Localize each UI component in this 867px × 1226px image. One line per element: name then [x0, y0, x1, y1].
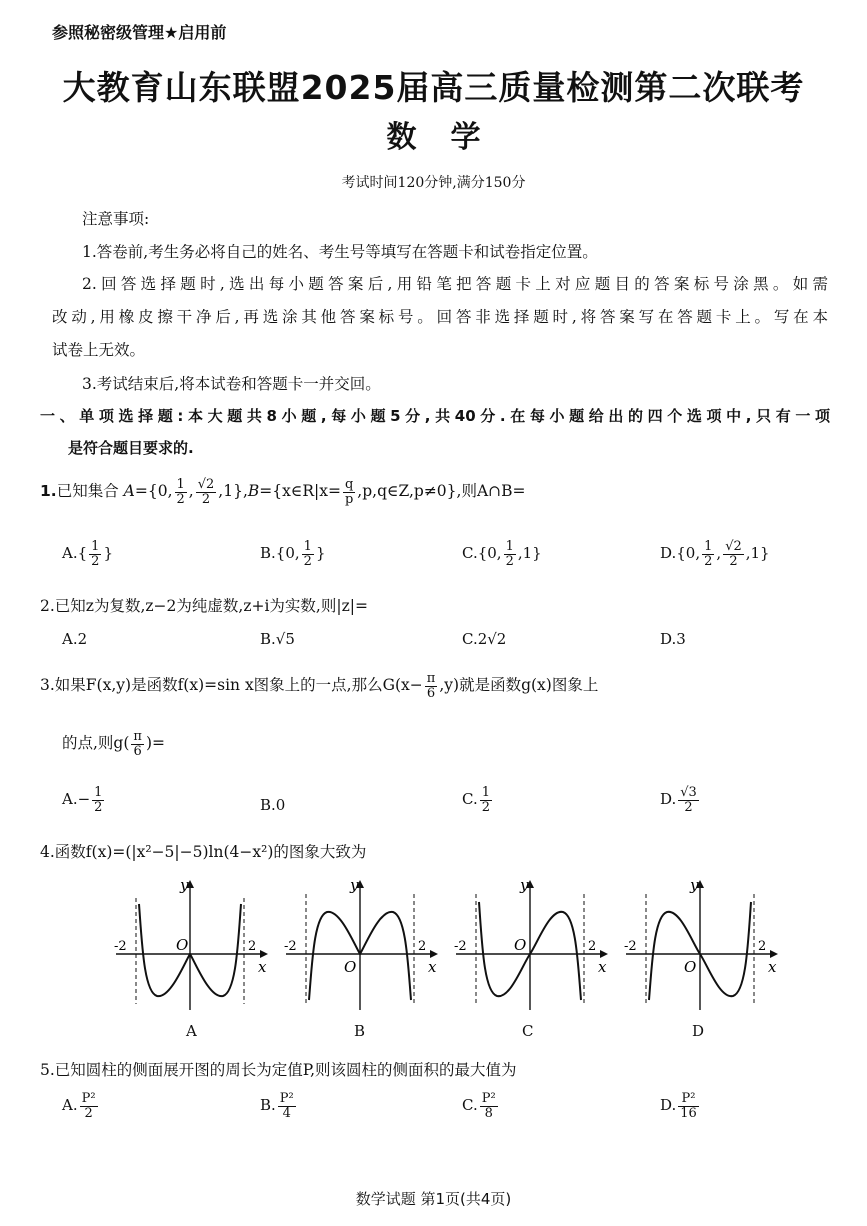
tick-pos-2: 2	[418, 939, 427, 954]
tick-neg-2: -2	[624, 939, 637, 954]
tick-pos-2: 2	[248, 939, 257, 954]
question-2: 2.已知z为复数,z−2为纯虚数,z+i为实数,则|z|=	[40, 597, 368, 615]
graph-label-c: C	[522, 1022, 534, 1040]
x-axis-label: x	[768, 958, 777, 976]
graph-c	[452, 874, 612, 1014]
x-axis-label: x	[258, 958, 267, 976]
q1-option-c: C.{0, $\frac{1}{2}$ ,1}	[462, 539, 542, 569]
q5-option-b: B. $\frac{\text{P²}}{4}$	[260, 1091, 294, 1121]
graph-label-b: B	[354, 1022, 366, 1040]
graph-label-a: A	[186, 1022, 197, 1040]
note-3: 3.考试结束后,将本试卷和答题卡一并交回。	[82, 375, 381, 393]
origin-label: O	[176, 936, 189, 954]
x-axis-label: x	[428, 958, 437, 976]
question-1: 1.已知集合 A={0, $\frac{1}{2}$ , $\frac{√2}{2}$ ,1},B={x∈R|x= $\frac{q}{p}$ ,p,q∈Z,p≠0},则A∩B=	[40, 477, 526, 507]
q2-option-a: A.2	[62, 630, 88, 648]
graph-b	[282, 874, 442, 1014]
origin-label: O	[344, 958, 357, 976]
question-3-line-2: 的点,则g( $\frac{\pi}{6}$ )=	[62, 729, 166, 759]
y-axis-label: y	[520, 876, 529, 894]
q5-option-a: A. $\frac{\text{P²}}{2}$	[62, 1091, 96, 1121]
note-2-line-3: 试卷上无效。	[52, 341, 146, 359]
question-4: 4.函数f(x)=(|x²−5|−5)ln(4−x²)的图象大致为	[40, 843, 367, 861]
tick-neg-2: -2	[454, 939, 467, 954]
section-1-line-2: 是符合题目要求的.	[68, 439, 194, 457]
q1-option-d: D.{0, $\frac{1}{2}$ , $\frac{√2}{2}$ ,1}	[660, 539, 770, 569]
q5-option-c: C. $\frac{\text{P²}}{8}$	[462, 1091, 496, 1121]
page-footer: 数学试题 第1页(共4页)	[355, 1190, 512, 1208]
tick-neg-2: -2	[114, 939, 127, 954]
note-1: 1.答卷前,考生务必将自己的姓名、考生号等填写在答题卡和试卷指定位置。	[82, 243, 598, 261]
q3-option-a: A.− $\frac{1}{2}$	[62, 785, 103, 815]
section-1-line-1: 一、单项选择题:本大题共8小题,每小题5分,共40分.在每小题给出的四个选项中,只有一项	[40, 407, 830, 425]
subject-title: 数学	[386, 120, 515, 155]
graph-label-d: D	[692, 1022, 705, 1040]
q2-option-b: B.√5	[260, 630, 295, 648]
fraction: $\frac{√2}{2}$	[197, 477, 215, 507]
y-axis-label: y	[180, 876, 189, 894]
q1-option-a: A.{ $\frac{1}{2}$ }	[62, 539, 113, 569]
tick-neg-2: -2	[284, 939, 297, 954]
x-axis-label: x	[598, 958, 607, 976]
fraction: $\frac{q}{p}$	[344, 477, 354, 507]
q3-option-d: D. $\frac{√3}{2}$	[660, 785, 697, 815]
tick-pos-2: 2	[758, 939, 767, 954]
q5-option-d: D. $\frac{\text{P²}}{16}$	[660, 1091, 697, 1121]
exam-title: 大教育山东联盟2025届高三质量检测第二次联考	[62, 68, 805, 107]
question-5: 5.已知圆柱的侧面展开图的周长为定值P,则该圆柱的侧面积的最大值为	[40, 1061, 517, 1079]
y-axis-label: y	[350, 876, 359, 894]
note-2-line-2: 改动,用橡皮擦干净后,再选涂其他答案标号。回答非选择题时,将答案写在答题卡上。写在本	[52, 308, 828, 326]
confidential-label: 参照秘密级管理★启用前	[52, 23, 227, 42]
origin-label: O	[514, 936, 527, 954]
note-2-line-1: 2.回答选择题时,选出每小题答案后,用铅笔把答题卡上对应题目的答案标号涂黑。如需	[82, 275, 828, 293]
q3-option-b: B.0	[260, 796, 286, 814]
tick-pos-2: 2	[588, 939, 597, 954]
question-3-line-1: 3.如果F(x,y)是函数f(x)=sin x图象上的一点,那么G(x− $\frac{\pi}{6}$ ,y)就是函数g(x)图象上	[40, 671, 599, 701]
q3-option-c: C. $\frac{1}{2}$	[462, 785, 490, 815]
y-axis-label: y	[690, 876, 699, 894]
graph-a	[112, 874, 272, 1014]
origin-label: O	[684, 958, 697, 976]
fraction: $\frac{1}{2}$	[176, 477, 185, 507]
q2-option-c: C.2√2	[462, 630, 507, 648]
notes-heading: 注意事项:	[82, 210, 150, 228]
graph-d	[622, 874, 782, 1014]
exam-info: 考试时间120分钟,满分150分	[341, 175, 526, 191]
q1-option-b: B.{0, $\frac{1}{2}$ }	[260, 539, 326, 569]
q2-option-d: D.3	[660, 630, 686, 648]
